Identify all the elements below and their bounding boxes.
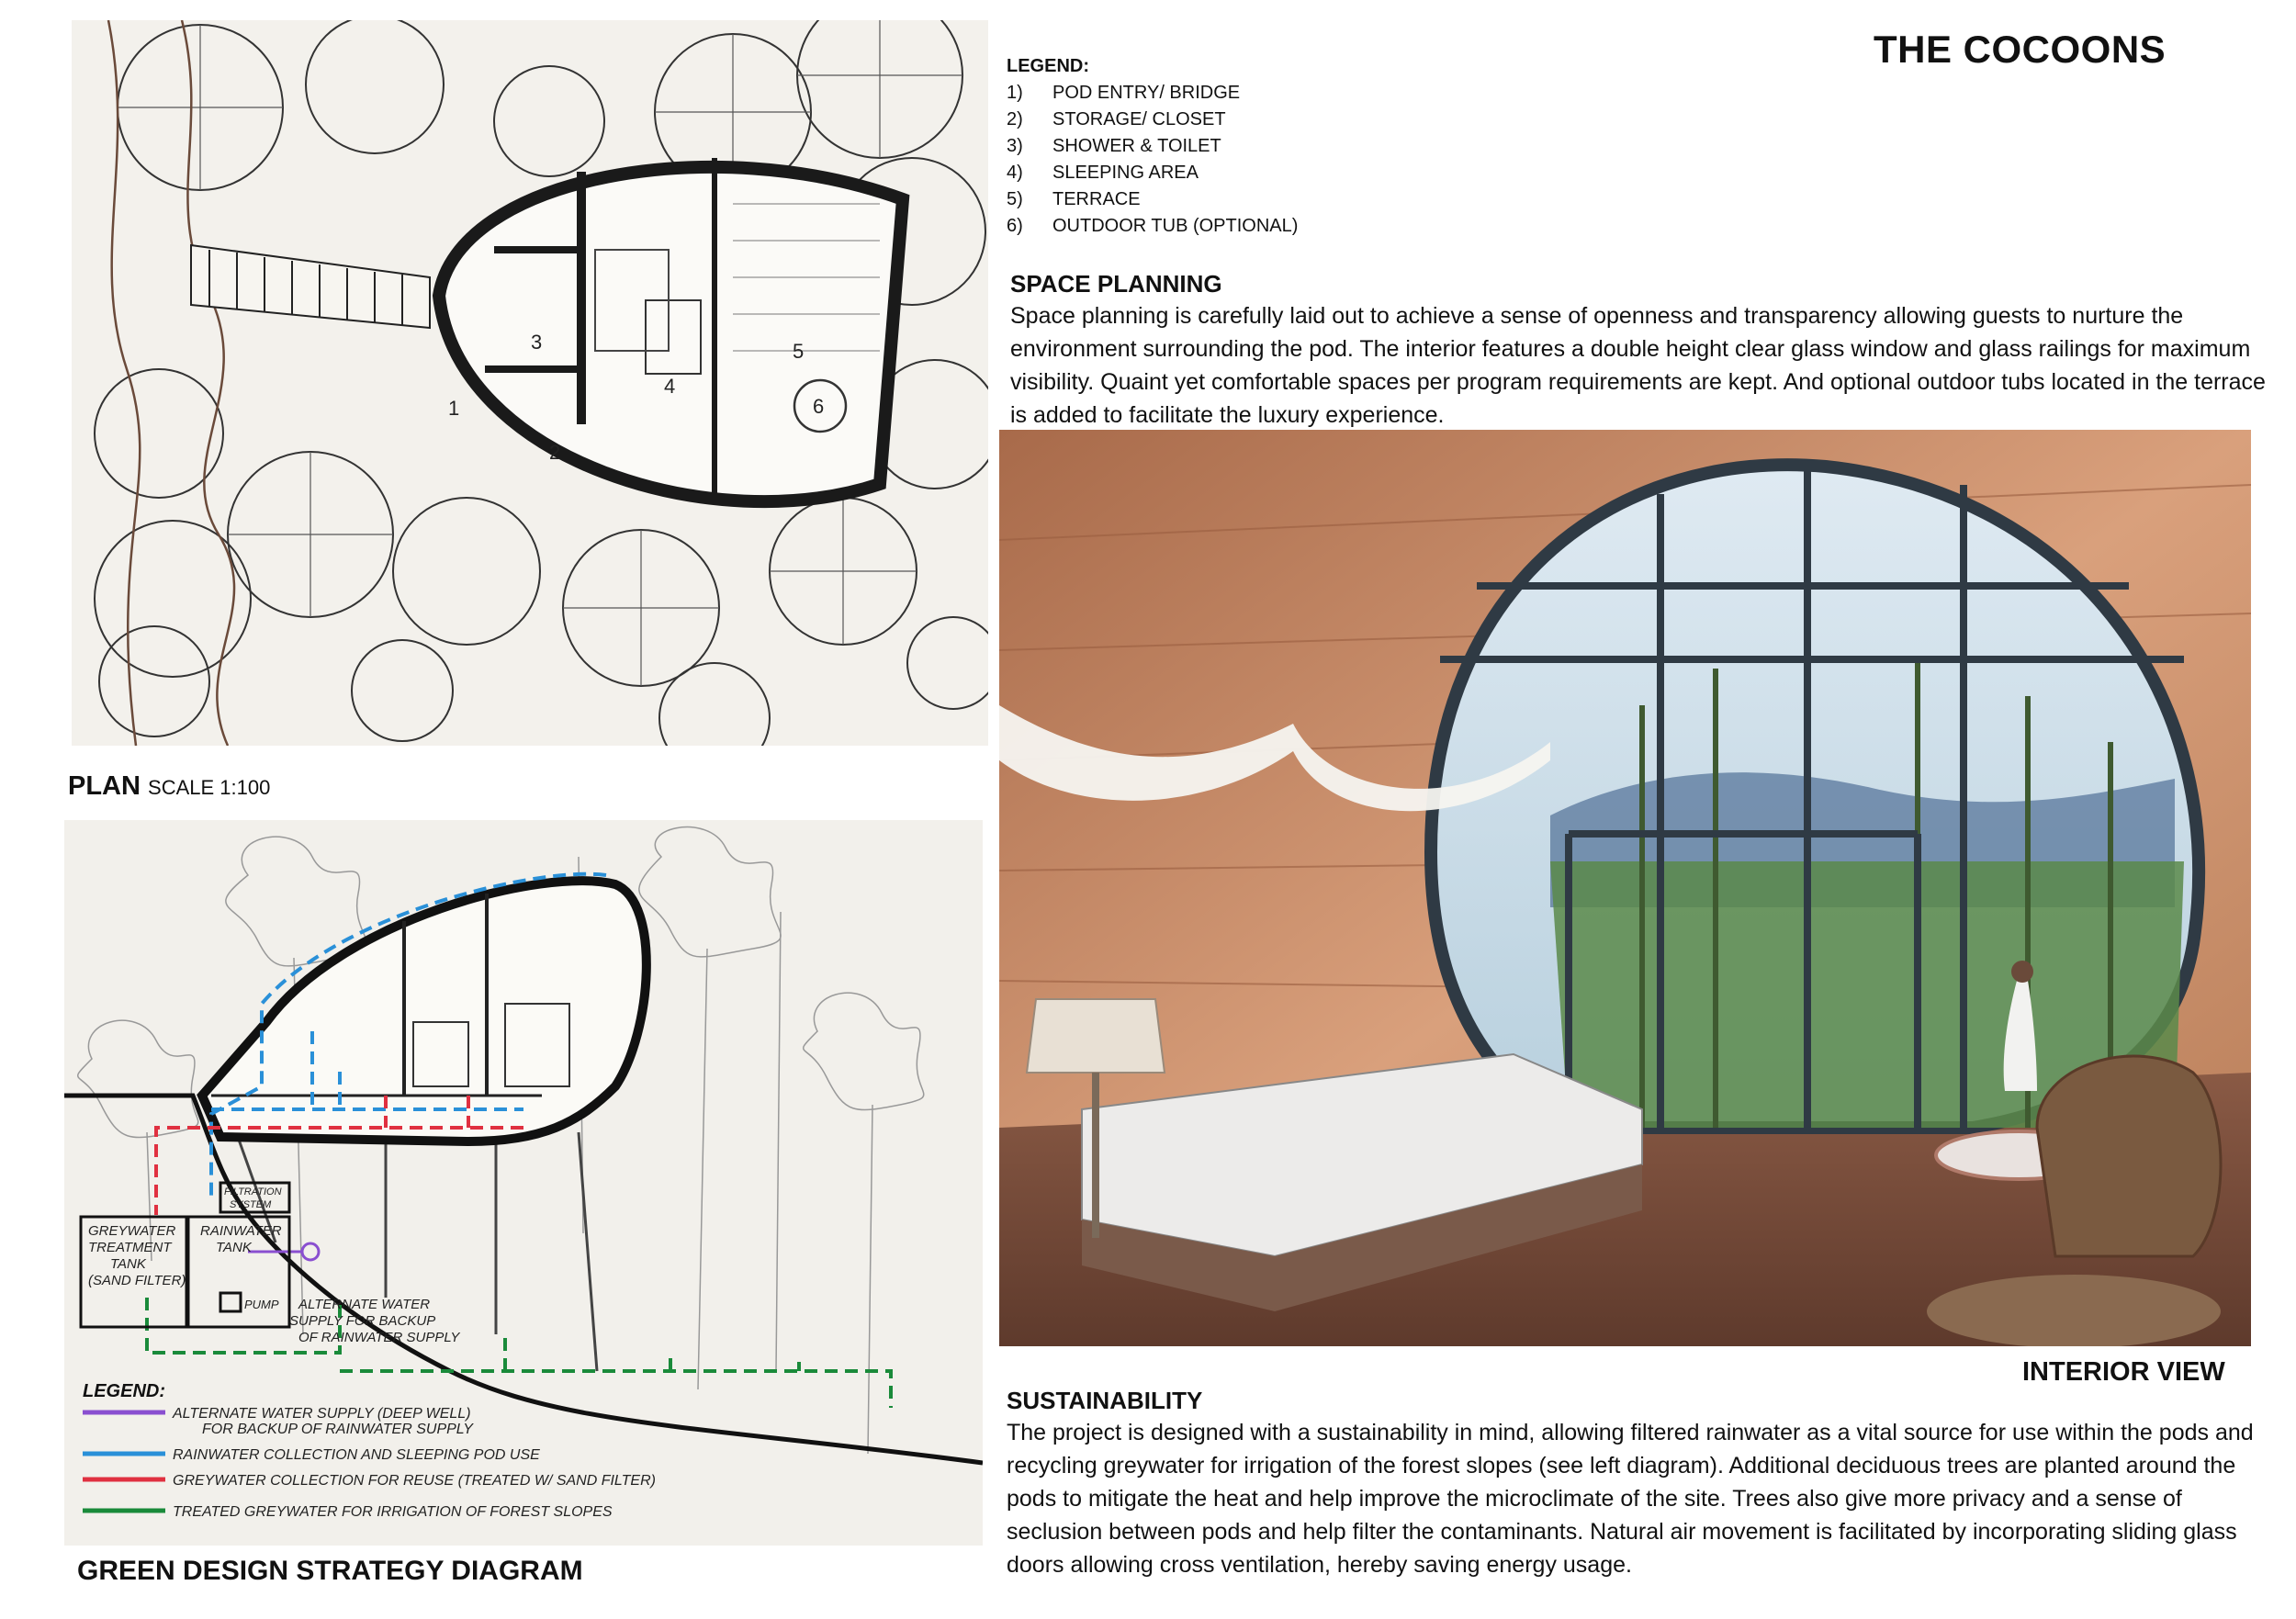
legend-heading: LEGEND: [1007,56,1089,76]
room-number: 1 [448,397,460,420]
diagram-labels [88,1186,460,1345]
diagram-legend-text: ALTERNATE WATER SUPPLY (DEEP WELL) [173,1406,471,1422]
plan-contours [108,20,234,746]
diagram-label: GREYWATER [88,1223,176,1239]
legend-item-label: OUTDOOR TUB (OPTIONAL) [1052,216,1299,236]
room-number: 2 [549,441,561,464]
room-number: 4 [664,375,676,398]
armchair [2037,1056,2221,1256]
legend-item-number: 3) [1007,136,1023,156]
legend-item [1007,107,1298,133]
legend-item-number: 5) [1007,189,1023,209]
legend-item-number: 6) [1007,216,1023,236]
legend-item [1007,213,1298,240]
legend-item-number: 4) [1007,163,1023,183]
legend-item [1007,186,1298,213]
legend-item-number: 2) [1007,109,1023,129]
legend-item-label: TERRACE [1052,189,1141,209]
space-planning-text: Space planning is carefully laid out to achieve a sense of openness and transparency allowing guests to nurture the environment surrounding the pod. The interior features a double height clear glass window and glass railings for maximum visibility. Quaint yet comfortable spaces per program requirements are kept. And optional outdoor tubs located in the terrace is added to facilitate the luxury experience. [1010,303,2266,428]
diagram-label: TREATMENT [88,1240,172,1255]
pump-box [220,1293,241,1311]
diagram-label: SYSTEM [230,1199,272,1210]
diagram-legend [83,1381,656,1520]
plan-pod-shell [439,158,903,501]
diagram-label: TANK [216,1240,252,1255]
diagram-legend-text: GREYWATER COLLECTION FOR REUSE (TREATED W/ SAND FILTER) [173,1473,656,1489]
sustainability-text: The project is designed with a sustainability in mind, allowing filtered rainwater as a vital source for use within the pods and recycling greywater for irrigation of the forest slopes (see left diagram). Additional deciduous trees are planted around the pods to mitigate the heat and help improve the microclimate of the site. Trees also give more privacy and a sense of seclusion between pods and help filter the contaminants. Natural air movement is facilitated by incorporating sliding glass doors allowing cross ventilation, hereby saving energy usage. [1007,1420,2254,1578]
legend-item-number: 1) [1007,83,1023,103]
sustainability-heading: SUSTAINABILITY [1007,1387,1203,1414]
green-diagram-label: GREEN DESIGN STRATEGY DIAGRAM [77,1556,583,1586]
diagram-label: FILTRATION [224,1186,282,1197]
irrigation-flow-lines [147,1298,891,1408]
space-planning-heading: SPACE PLANNING [1010,270,1222,298]
legend-item-label: POD ENTRY/ BRIDGE [1052,83,1241,103]
diagram-legend-text: TREATED GREYWATER FOR IRRIGATION OF FOREST SLOPES [173,1504,613,1520]
floor-plan-sketch [72,20,988,746]
diagram-pod-section [202,881,647,1141]
side-table [1927,1275,2221,1346]
diagram-legend-heading: LEGEND: [83,1381,165,1401]
legend-item [1007,80,1298,107]
legend-item [1007,133,1298,160]
room-number: 6 [813,395,825,418]
room-number: 3 [531,331,543,354]
page-title: THE COCOONS [1874,28,2167,71]
legend-item-label: STORAGE/ CLOSET [1052,109,1226,129]
diagram-label: (SAND FILTER) [88,1273,186,1288]
plan-bridge [191,245,430,328]
plan-title: PLAN [68,771,141,801]
diagram-label: SUPPLY FOR BACKUP [289,1313,436,1329]
green-design-diagram [64,820,983,1546]
legend-item-label: SLEEPING AREA [1052,163,1199,183]
diagram-label: OF RAINWATER SUPPLY [298,1330,460,1345]
plan-label [68,771,270,802]
interior-view-label: INTERIOR VIEW [2022,1357,2225,1387]
plan-scale: SCALE 1:100 [148,776,271,799]
room-number: 5 [793,340,805,363]
diagram-label: PUMP [244,1298,279,1311]
diagram-label: TANK [110,1256,146,1272]
diagram-label: RAINWATER [200,1223,282,1239]
diagram-label: ALTERNATE WATER [298,1297,431,1312]
room-legend [1007,53,1298,240]
interior-view-rendering [999,430,2251,1346]
diagram-legend-text: RAINWATER COLLECTION AND SLEEPING POD USE [173,1447,540,1463]
legend-item [1007,160,1298,186]
diagram-legend-text: FOR BACKUP OF RAINWATER SUPPLY [202,1422,473,1437]
legend-item-label: SHOWER & TOILET [1052,136,1221,156]
